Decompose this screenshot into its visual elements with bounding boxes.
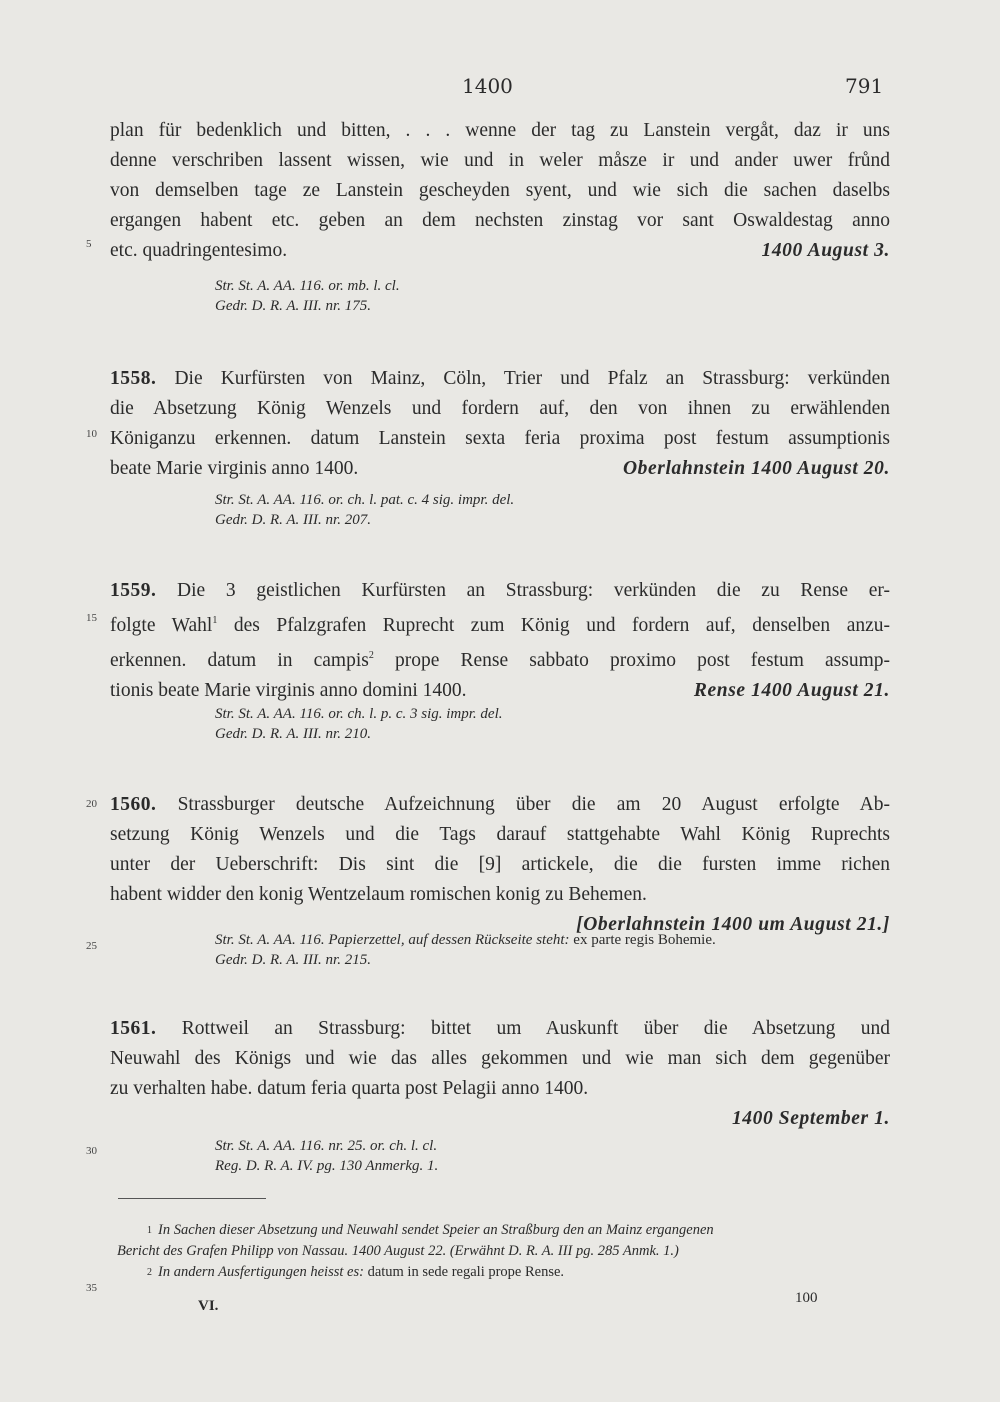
source-citations (215, 490, 514, 530)
margin-line-number: 30 (86, 1145, 97, 1157)
document-date: Rense 1400 August 21. (693, 680, 890, 701)
text-line: Neuwahl des Königs und wie das alles gekommen und wie man sich dem gegenüber (110, 1048, 890, 1069)
text-line: unter der Ueberschrift: Dis sint die [9] artickele, die die fursten imme richen (110, 854, 890, 875)
footnote-number: 2 (147, 1267, 152, 1278)
source-citations (215, 704, 503, 744)
text-line (110, 454, 890, 484)
text-line: ergangen habent etc. geben an dem nechsten zinstag vor sant Oswaldestag anno (110, 210, 890, 231)
text-fragment: Rottweil an Strassburg: bittet um Auskunft über die Absetzung und (156, 1018, 890, 1039)
text-line: Königanzu erkennen. datum Lanstein sexta feria proxima post festum assumptionis (110, 428, 890, 449)
footnote-number: 1 (147, 1225, 152, 1236)
text-line: setzung König Wenzels und die Tags darauf stattgehabte Wahl König Ruprechts (110, 824, 890, 845)
citation: Str. St. A. AA. 116. or. ch. l. pat. c. 4 sig. impr. del. (215, 492, 515, 508)
document-date: 1400 September 1. (731, 1108, 890, 1129)
document-entry-1559 (110, 576, 890, 706)
text-line: denne verschriben lassent wissen, wie und in weler måsze ir und ander uwer frůnd (110, 150, 890, 171)
source-citations (215, 1136, 438, 1176)
text-line (110, 364, 890, 394)
text-fragment: Strassburger deutsche Aufzeichnung über die am 20 August erfolgte Ab- (156, 794, 890, 815)
text-fragment: folgte Wahl (110, 615, 213, 636)
document-date: Oberlahnstein 1400 August 20. (623, 458, 890, 479)
text-fragment: In andern Ausfertigungen heisst es: (158, 1264, 368, 1280)
text-fragment: Die 3 geistlichen Kurfürsten an Strassburg: verkünden die zu Rense er- (156, 580, 890, 601)
text-line: von demselben tage ze Lanstein gescheyden syent, und wie sich die sachen daselbs (110, 180, 890, 201)
margin-line-number: 20 (86, 798, 97, 810)
footnote-marker: 1 (212, 615, 218, 626)
text-line (110, 1014, 890, 1044)
document-entry-1558 (110, 364, 890, 484)
document-number: 1560. (110, 794, 157, 815)
text-fragment: beate Marie virginis anno 1400. (110, 458, 359, 479)
margin-line-number: 5 (86, 238, 92, 250)
source-citations (215, 930, 716, 970)
footnote (117, 1220, 897, 1241)
text-fragment: tionis beate Marie virginis anno domini 1400. (110, 680, 467, 701)
citation: Gedr. D. R. A. III. nr. 210. (215, 726, 371, 742)
document-date: [Oberlahnstein 1400 um August 21.] (576, 914, 890, 935)
text-fragment: prope Rense sabbato proximo post festum assump- (373, 650, 890, 671)
document-number: 1561. (110, 1018, 157, 1039)
footnote (117, 1262, 897, 1283)
citation (215, 930, 716, 950)
text-fragment: Str. St. A. AA. 116. Papierzettel, auf dessen Rückseite steht: (215, 932, 574, 948)
citation: Gedr. D. R. A. III. nr. 175. (215, 298, 371, 314)
text-line: zu verhalten habe. datum feria quarta post Pelagii anno 1400. (110, 1078, 589, 1099)
margin-line-number: 10 (86, 428, 97, 440)
document-date: 1400 August 3. (761, 240, 890, 261)
source-citations (215, 276, 400, 316)
text-fragment: Die Kurfürsten von Mainz, Cöln, Trier und Pfalz an Strassburg: verkünden (156, 368, 890, 389)
text-line: habent widder den konig Wentzelaum romischen konig zu Behemen. (110, 884, 647, 905)
intro-paragraph (110, 116, 890, 266)
citation: Str. St. A. AA. 116. or. mb. l. cl. (215, 278, 400, 294)
margin-line-number: 35 (86, 1282, 97, 1294)
text-line (110, 641, 890, 676)
citation: Str. St. A. AA. 116. nr. 25. or. ch. l. cl. (215, 1138, 438, 1154)
footnote-continuation: Bericht des Grafen Philipp von Nassau. 1400 August 22. (Erwähnt D. R. A. III pg. 285 Anmk. 1.) (117, 1243, 679, 1259)
text-line: die Absetzung König Wenzels und fordern auf, den von ihnen zu erwählenden (110, 398, 890, 419)
text-line (110, 676, 890, 706)
text-line (110, 236, 890, 266)
citation: Gedr. D. R. A. III. nr. 207. (215, 512, 371, 528)
citation: Gedr. D. R. A. III. nr. 215. (215, 952, 371, 968)
margin-line-number: 15 (86, 612, 97, 624)
text-fragment: ex parte regis Bohemie. (573, 932, 716, 948)
text-line (110, 576, 890, 606)
text-fragment: datum in sede regali prope Rense. (367, 1264, 565, 1280)
footnote-marker: 2 (368, 650, 374, 661)
sheet-signature: 100 (795, 1290, 818, 1306)
document-entry-1561 (110, 1014, 890, 1134)
document-number: 1559. (110, 580, 157, 601)
text-line: plan für bedenklich und bitten, . . . wenne der tag zu Lanstein vergåt, daz ir uns (110, 120, 890, 141)
volume-signature: VI. (198, 1298, 219, 1314)
citation: Reg. D. R. A. IV. pg. 130 Anmerkg. 1. (215, 1158, 439, 1174)
text-fragment: In Sachen dieser Absetzung und Neuwahl sendet Speier an Straßburg den an Mainz ergangenen (158, 1222, 714, 1238)
text-line (110, 790, 890, 820)
text-fragment: etc. quadringentesimo. (110, 240, 288, 261)
text-fragment: des Pfalzgrafen Ruprecht zum König und fordern auf, denselben anzu- (217, 615, 890, 636)
text-fragment: erkennen. datum in campis (110, 650, 369, 671)
margin-line-number: 25 (86, 940, 97, 952)
document-entry-1560 (110, 790, 890, 940)
running-year: 1400 (462, 74, 513, 98)
document-number: 1558. (110, 368, 157, 389)
page-number: 791 (845, 74, 884, 98)
text-line (110, 606, 890, 641)
footnotes (117, 1220, 897, 1283)
footnote-divider (118, 1198, 266, 1199)
citation: Str. St. A. AA. 116. or. ch. l. p. c. 3 sig. impr. del. (215, 706, 503, 722)
